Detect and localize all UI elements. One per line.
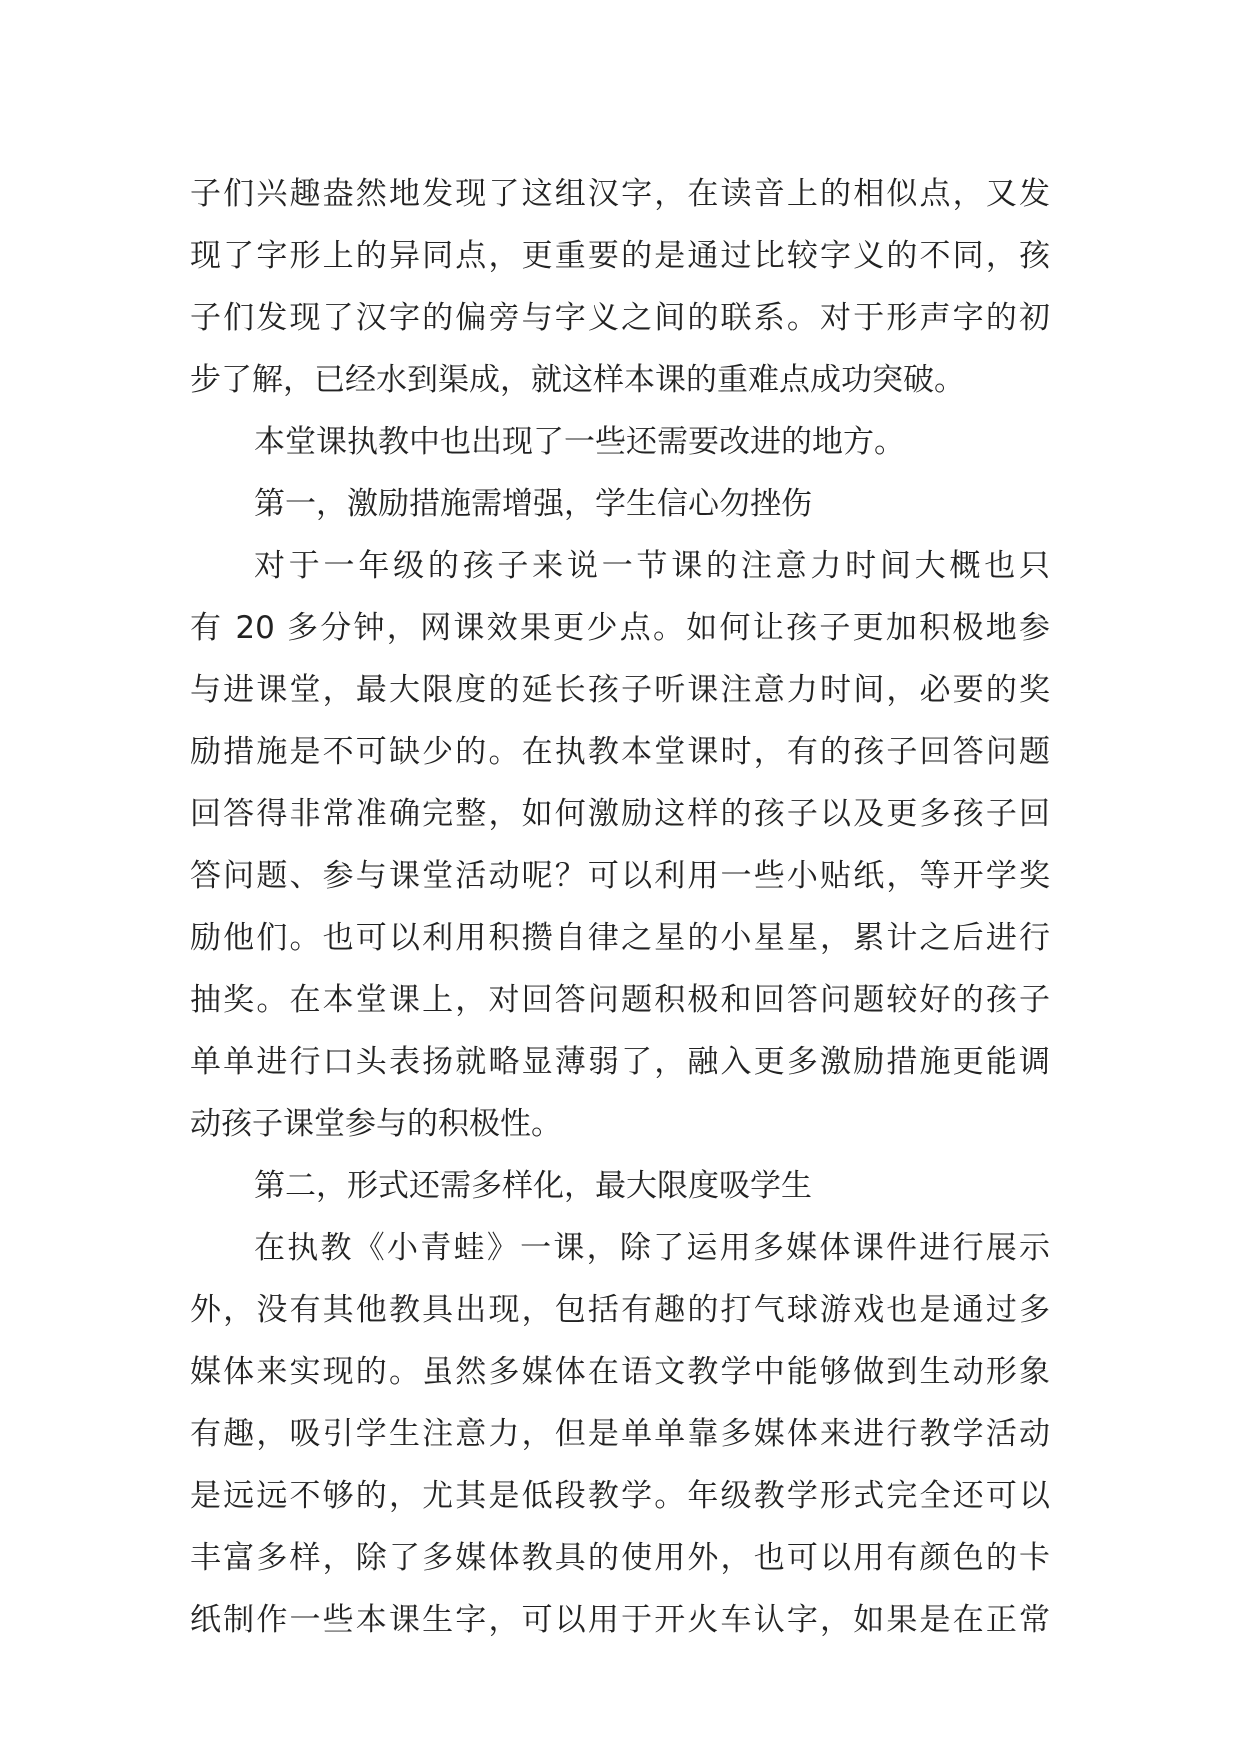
text-line: 答问题、参与课堂活动呢？可以利用一些小贴纸，等开学奖 xyxy=(190,858,1050,894)
section-heading: 第一，激励措施需增强，学生信心勿挫伤 xyxy=(254,486,812,522)
text-line: 步了解，已经水到渠成，就这样本课的重难点成功突破。 xyxy=(190,362,965,398)
text-line: 丰富多样，除了多媒体教具的使用外，也可以用有颜色的卡 xyxy=(190,1540,1050,1576)
paragraph-start: 本堂课执教中也出现了一些还需要改进的地方。 xyxy=(254,424,905,460)
body-text xyxy=(190,163,1050,1651)
text-line: 外，没有其他教具出现，包括有趣的打气球游戏也是通过多 xyxy=(190,1292,1050,1328)
section-heading: 第二，形式还需多样化，最大限度吸学生 xyxy=(254,1168,812,1204)
text-line: 励措施是不可缺少的。在执教本堂课时，有的孩子回答问题 xyxy=(190,734,1050,770)
text-line: 有 20 多分钟，网课效果更少点。如何让孩子更加积极地参 xyxy=(190,610,1050,646)
text-line: 子们发现了汉字的偏旁与字义之间的联系。对于形声字的初 xyxy=(190,300,1050,336)
text-line: 回答得非常准确完整，如何激励这样的孩子以及更多孩子回 xyxy=(190,796,1050,832)
text-line: 现了字形上的异同点，更重要的是通过比较字义的不同，孩 xyxy=(190,238,1050,274)
paragraph-start: 对于一年级的孩子来说一节课的注意力时间大概也只 xyxy=(254,548,1050,584)
text-line: 子们兴趣盎然地发现了这组汉字，在读音上的相似点，又发 xyxy=(190,176,1050,212)
text-line: 抽奖。在本堂课上，对回答问题积极和回答问题较好的孩子 xyxy=(190,982,1050,1018)
text-line: 有趣，吸引学生注意力，但是单单靠多媒体来进行教学活动 xyxy=(190,1416,1050,1452)
text-line: 纸制作一些本课生字，可以用于开火车认字，如果是在正常 xyxy=(190,1602,1050,1638)
text-line: 励他们。也可以利用积攒自律之星的小星星，累计之后进行 xyxy=(190,920,1050,956)
text-line: 单单进行口头表扬就略显薄弱了，融入更多激励措施更能调 xyxy=(190,1044,1050,1080)
text-line: 是远远不够的，尤其是低段教学。年级教学形式完全还可以 xyxy=(190,1478,1050,1514)
text-line: 媒体来实现的。虽然多媒体在语文教学中能够做到生动形象 xyxy=(190,1354,1050,1390)
paragraph-start: 在执教《小青蛙》一课，除了运用多媒体课件进行展示 xyxy=(254,1230,1050,1266)
text-line: 与进课堂，最大限度的延长孩子听课注意力时间，必要的奖 xyxy=(190,672,1050,708)
text-line: 动孩子课堂参与的积极性。 xyxy=(190,1106,562,1142)
